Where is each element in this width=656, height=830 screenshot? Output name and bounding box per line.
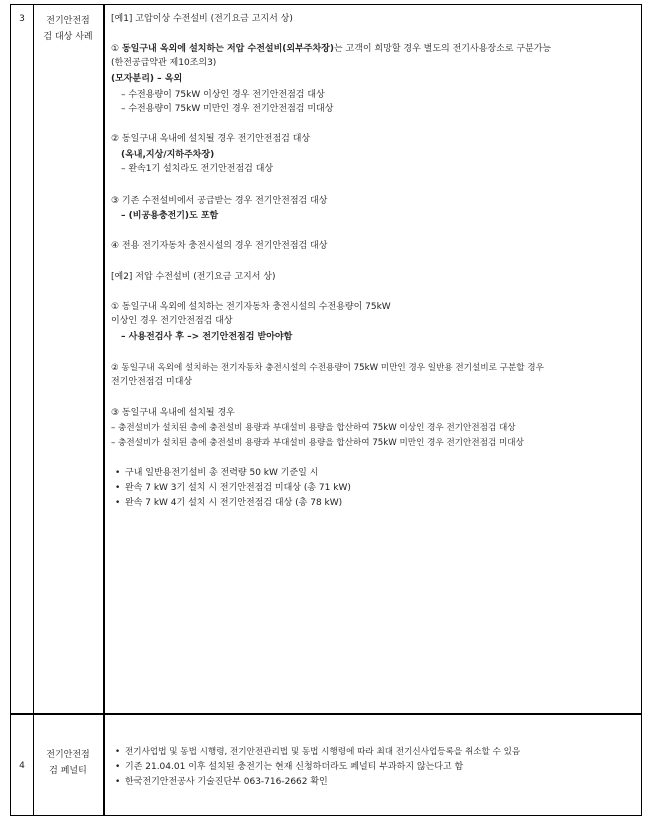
item-marker: ① (111, 44, 120, 54)
row-number: 4 (19, 761, 25, 771)
example-title: [예2] 저압 수전설비 (전기요금 고지서 상) (111, 272, 276, 282)
row-number: 3 (19, 14, 25, 24)
row-content (111, 715, 639, 815)
item-text: 는 고객이 희망할 경우 별도의 전기사용장소로 구분가능 (333, 44, 552, 54)
row-label (34, 747, 102, 779)
item-subline: – 수전용량이 75kW 미만인 경우 전기안전점검 미대상 (121, 104, 334, 114)
bullet-item: • 전기사업법 및 동법 시행령, 전기안전관리법 및 동법 시행령에 따라 최대 전기신사업등록을 취소할 수 있음 (125, 746, 520, 759)
item-line: ① 동일구내 옥외에 설치하는 전기자동차 충전시설의 수전용량이 75kW (111, 302, 391, 312)
row-label (34, 13, 102, 45)
bullet-item: • 완속 7 kW 4기 설치 시 전기안전점검 대상 (총 78 kW) (125, 497, 342, 510)
item-subline: – 충전설비가 설치된 층에 충전설비 용량과 부대설비 용량을 합산하여 75kW 미만인 경우 전기안전점검 미대상 (111, 438, 524, 448)
row-label-line: 검 대상 사례 (43, 32, 93, 42)
item-line: (옥내,지상/지하주차장) (121, 150, 215, 160)
info-table (10, 4, 642, 816)
item-subline: – 완속1기 설치라도 전기안전점검 대상 (121, 164, 274, 174)
column-divider-1 (33, 5, 34, 815)
item-line: (한전공급약관 제10조의3) (111, 58, 217, 68)
row-label-line: 전기안전점 (46, 16, 90, 26)
item-line: (모자분리) – 옥외 (111, 74, 183, 84)
bullet-item: • 완속 7 kW 3기 설치 시 전기안전점검 미대상 (총 71 kW) (125, 482, 351, 495)
item-line: 이상인 경우 전기안전점검 대상 (111, 316, 233, 326)
item-subline: – (비공용충전기)도 포함 (121, 211, 219, 221)
item-line (111, 43, 551, 56)
bullet-item: • 구내 일반용전기설비 총 전력량 50 kW 기준일 시 (125, 467, 318, 480)
item-subline: – 수전용량이 75kW 이상인 경우 전기안전점검 대상 (121, 90, 325, 100)
item-line: ② 동일구내 옥외에 설치하는 전기자동차 충전시설의 수전용량이 75kW 미만인 경우 일반용 전기설비로 구분할 경우 (111, 363, 544, 373)
item-line: ③ 기존 수전설비에서 공급받는 경우 전기안전점검 대상 (111, 196, 328, 206)
row-label-line: 검 페널티 (49, 766, 87, 776)
column-divider-2 (103, 5, 105, 815)
bullet-item: • 한국전기안전공사 기술진단부 063-716-2662 확인 (125, 776, 328, 789)
bullet-item: • 기존 21.04.01 이후 설치된 충전기는 현재 신청하더라도 페널티 부과하지 않는다고 함 (125, 761, 463, 774)
item-subline: – 충전설비가 설치된 층에 충전설비 용량과 부대설비 용량을 합산하여 75kW 이상인 경우 전기안전점검 대상 (111, 423, 516, 433)
example-title: [예1] 고압이상 수전설비 (전기요금 고지서 상) (111, 14, 293, 24)
item-subline: – 사용전검사 후 –> 전기안전점검 받아야함 (121, 332, 293, 342)
item-line: 전기안전점검 미대상 (111, 377, 193, 387)
item-line: ④ 전용 전기자동차 충전시설의 경우 전기안전점검 대상 (111, 241, 328, 251)
item-line: ② 동일구내 옥내에 설치될 경우 전기안전점검 대상 (111, 134, 311, 144)
row-label-line: 전기안전점 (46, 750, 90, 760)
item-bold-text: 동일구내 옥외에 설치하는 저압 수전설비(외부주차장) (121, 44, 334, 54)
row-content (111, 5, 639, 713)
item-line: ③ 동일구내 옥내에 설치될 경우 (111, 408, 235, 418)
